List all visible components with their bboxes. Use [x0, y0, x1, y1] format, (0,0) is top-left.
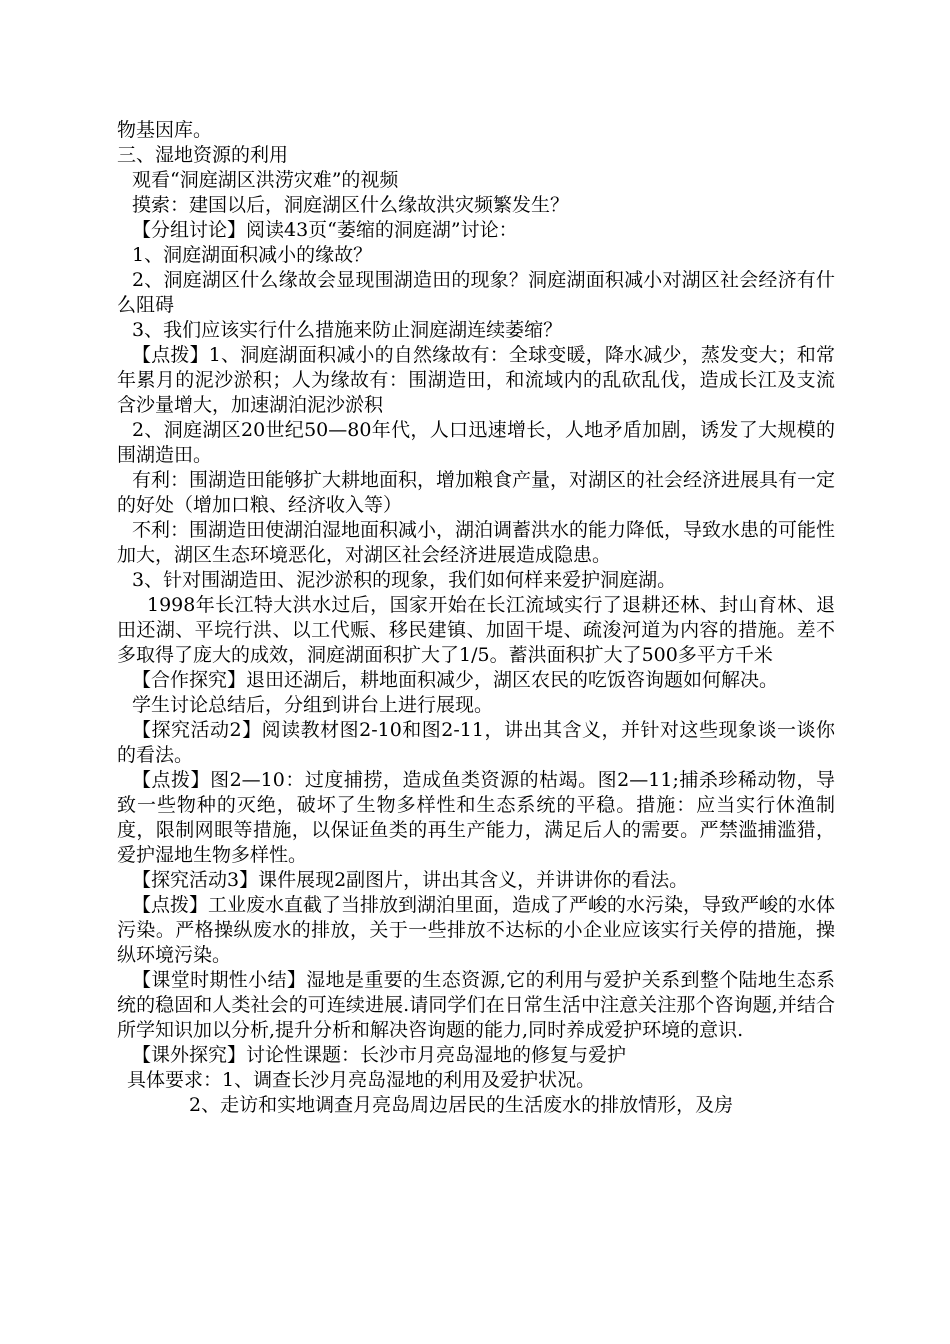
paragraph-guidance-pollution: 【点拨】工业废水直截了当排放到湖泊里面，造成了严峻的水污染，导致严峻的水体污染。严格操纵废水的排放，关于一些排放不达标的小企业应该实行关停的措施，操纵环境污染。 — [117, 894, 836, 966]
question-item-1: 1、洞庭湖面积减小的缘故？ — [132, 244, 373, 266]
paragraph-requirement-2: 2、走访和实地调查月亮岛周边居民的生活废水的排放情形，及房 — [189, 1094, 734, 1116]
question-item-3: 3、我们应该实行什么措施来防止洞庭湖连续萎缩？ — [132, 319, 563, 341]
question-item-2: 2、洞庭湖区什么缘故会显现围湖造田的现象？洞庭湖面积减小对湖区社会经济有什么阻碍 — [117, 269, 835, 316]
paragraph-requirement-1: 具体要求：1、调查长沙月亮岛湿地的利用及爱护状况。 — [127, 1069, 596, 1091]
paragraph-1998-flood: 1998年长江特大洪水过后，国家开始在长江流域实行了退耕还林、封山育林、退田还湖、平垸行洪、以工代赈、移民建镇、加固干堤、疏浚河道为内容的措施。差不多取得了庞大的成效，洞庭湖面积扩大了1/5。蓄洪面积扩大了500多平方千米 — [117, 594, 835, 666]
paragraph-explore-question: 摸索：建国以后，洞庭湖区什么缘故洪灾频繁发生？ — [132, 194, 570, 216]
paragraph-student-discussion: 学生讨论总结后，分组到讲台上进行展现。 — [132, 694, 494, 716]
paragraph-extracurricular: 【课外探究】讨论性课题：长沙市月亮岛湿地的修复与爱护 — [132, 1044, 627, 1066]
paragraph-continuation: 物基因库。 — [117, 119, 213, 141]
paragraph-inquiry-activity-3: 【探究活动3】课件展现2副图片，讲出其含义，并讲讲你的看法。 — [132, 869, 689, 891]
paragraph-cooperative-inquiry: 【合作探究】退田还湖后，耕地面积减少，湖区农民的吃饭咨询题如何解决。 — [132, 669, 779, 691]
paragraph-advantages: 有利：围湖造田能够扩大耕地面积，增加粮食产量，对湖区的社会经济进展具有一定的好处（增加口粮、经济收入等） — [117, 469, 836, 516]
paragraph-summary: 【课堂时期性小结】湿地是重要的生态资源,它的利用与爱护关系到整个陆地生态系统的稳固和人类社会的可连续进展.请同学们在日常生活中注意关注那个咨询题,并结合所学知识加以分析,提升分析和解决咨询题的能力,同时养成爱护环境的意识. — [117, 969, 835, 1041]
paragraph-guidance-1: 【点拨】1、洞庭湖面积减小的自然缘故有：全球变暖，降水减少，蒸发变大；和常年累月的泥沙淤积；人为缘故有：围湖造田，和流域内的乱砍乱伐，造成长江及支流含沙量增大，加速湖泊泥沙淤积 — [117, 344, 835, 416]
paragraph-guidance-3: 3、针对围湖造田、泥沙淤积的现象，我们如何样来爱护洞庭湖。 — [132, 569, 677, 591]
paragraph-guidance-fig: 【点拨】图2—10：过度捕捞，造成鱼类资源的枯竭。图2—11;捕杀珍稀动物，导致一些物种的灭绝，破坏了生物多样性和生态系统的平稳。措施：应当实行休渔制度，限制网眼等措施，以保证鱼类的再生产能力，满足后人的需要。严禁滥捕滥猎，爱护湿地生物多样性。 — [117, 769, 835, 866]
section-heading-wetland-use: 三、湿地资源的利用 — [117, 144, 289, 166]
paragraph-inquiry-activity-2: 【探究活动2】阅读教材图2-10和图2-11，讲出其含义，并针对这些现象谈一谈你的看法。 — [117, 719, 835, 766]
paragraph-disadvantages: 不利：围湖造田使湖泊湿地面积减小，湖泊调蓄洪水的能力降低，导致水患的可能性加大，湖区生态环境恶化，对湖区社会经济进展造成隐患。 — [117, 519, 836, 566]
paragraph-group-discussion: 【分组讨论】阅读43页“萎缩的洞庭湖”讨论： — [132, 219, 518, 241]
document-body — [117, 118, 835, 1118]
paragraph-guidance-2: 2、洞庭湖区20世纪50—80年代，人口迅速增长，人地矛盾加剧，诱发了大规模的围湖造田。 — [117, 419, 835, 466]
paragraph-watch-video: 观看“洞庭湖区洪涝灾难”的视频 — [132, 169, 399, 191]
